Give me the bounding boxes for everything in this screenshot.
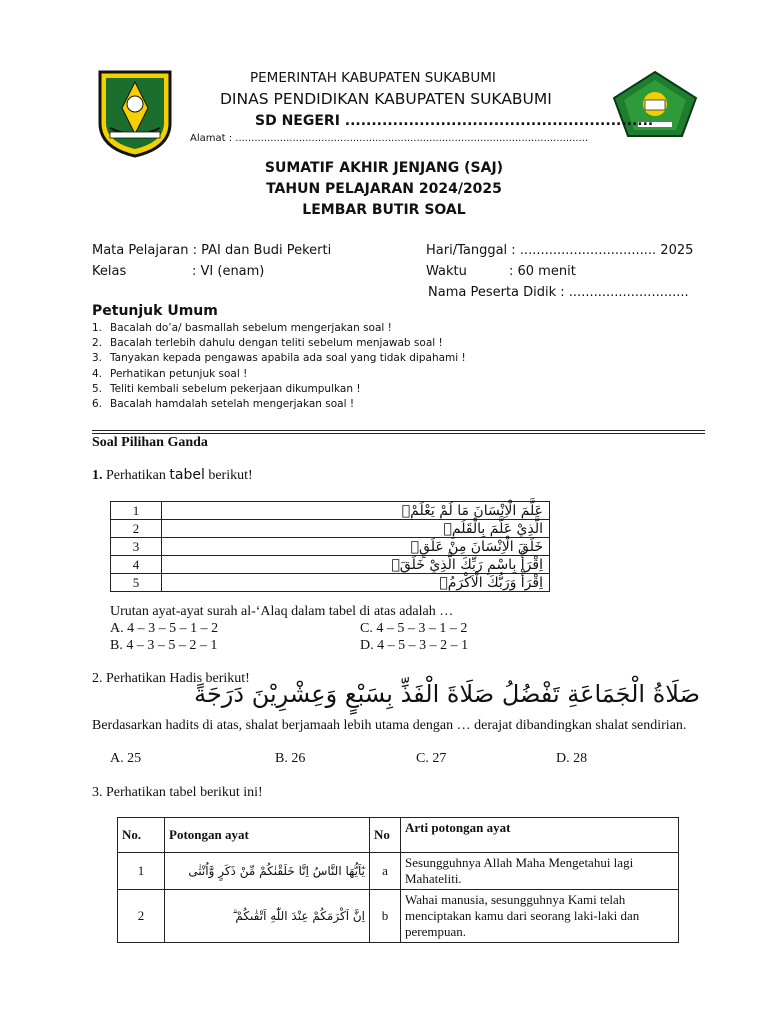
- q1-option-a[interactable]: A. 4 – 3 – 5 – 1 – 2: [110, 621, 219, 636]
- header-line-3: [255, 113, 653, 129]
- q2-option-d[interactable]: D. 28: [556, 751, 588, 766]
- header-line-4: Alamat : ...............................................................................................................: [190, 133, 589, 144]
- list-item: 6. Bacalah hamdalah setelah mengerjakan soal !: [92, 398, 355, 411]
- q3-prompt: 3. Perhatikan tabel berikut ini!: [92, 785, 263, 800]
- q2-option-b[interactable]: B. 26: [275, 751, 306, 766]
- divider: [92, 433, 705, 434]
- petunjuk-heading: Petunjuk Umum: [92, 303, 218, 319]
- header-line-1: PEMERINTAH KABUPATEN SUKABUMI: [250, 70, 496, 86]
- table-row: 3 خَلَقَ الْاِنْسَانَ مِنْ عَلَقٍۚ: [111, 538, 550, 556]
- nama-peserta: Nama Peserta Didik : .............................: [428, 285, 689, 300]
- table-row: 5 اِقْرَأْ وَرَبُّكَ الْاَكْرَمُۙ: [111, 574, 550, 592]
- table-row: [118, 818, 679, 853]
- q1-option-b[interactable]: B. 4 – 3 – 5 – 2 – 1: [110, 638, 218, 653]
- q3-table: [117, 817, 679, 943]
- col-header: Arti potongan ayat: [401, 818, 679, 853]
- table-row: 1 عَلَّمَ الْاِنْسَانَ مَا لَمْ يَعْلَمْۗ: [111, 502, 550, 520]
- table-row: 4 اِقْرَأْ بِاسْمِ رَبِّكَ الَّذِيْ خَلَقَۚ: [111, 556, 550, 574]
- list-item: 4. Perhatikan petunjuk soal !: [92, 367, 248, 380]
- q1-table: [110, 501, 550, 592]
- kelas-value: : VI (enam): [192, 264, 265, 279]
- table-row: 2 الَّذِيْ عَلَّمَ بِالْقَلَمِۙ: [111, 520, 550, 538]
- title-line-2: TAHUN PELAJARAN 2024/2025: [266, 181, 502, 197]
- petunjuk-list: [92, 321, 466, 412]
- q1-question: Urutan ayat-ayat surah al-‘Alaq dalam tabel di atas adalah …: [110, 604, 454, 619]
- q2-question: Berdasarkan hadits di atas, shalat berjamaah lebih utama dengan … derajat dibandingkan shalat sendirian.: [92, 718, 687, 733]
- list-item: 2. Bacalah terlebih dahulu dengan teliti sebelum menjawab soal !: [92, 337, 443, 350]
- col-header: Potongan ayat: [165, 818, 370, 853]
- header-line-2: DINAS PENDIDIKAN KABUPATEN SUKABUMI: [220, 90, 552, 108]
- section-title: Soal Pilihan Ganda: [92, 435, 208, 450]
- q2-option-c[interactable]: C. 27: [416, 751, 447, 766]
- kabupaten-logo: [96, 68, 174, 158]
- list-item: 1. Bacalah do’a/ basmallah sebelum mengerjakan soal !: [92, 322, 392, 334]
- hari-tanggal: Hari/Tanggal : ................................. 2025: [426, 243, 694, 258]
- divider: [92, 430, 705, 431]
- waktu-value: : 60 menit: [509, 264, 576, 279]
- col-header: No.: [118, 818, 165, 853]
- title-line-1: SUMATIF AKHIR JENJANG (SAJ): [264, 160, 504, 176]
- q1-prompt: 1. Perhatikan tabel berikut!: [92, 467, 253, 483]
- list-item: 3. Tanyakan kepada pengawas apabila ada soal yang tidak dipahami !: [92, 352, 466, 365]
- q1-option-d[interactable]: D. 4 – 5 – 3 – 2 – 1: [360, 638, 469, 653]
- table-row: 1 يٰٓاَيُّهَا النَّاسُ اِنَّا خَلَقْنٰكُمْ مِّنْ ذَكَرٍ وَّاُنْثٰى a Sesungguhnya Allah Maha Mengetahui lagi Mahateliti.: [118, 853, 679, 890]
- header-line-3-text: SD NEGERI ..........................................................: [255, 113, 654, 129]
- kelas-label: Kelas: [92, 264, 127, 279]
- q1-option-c[interactable]: C. 4 – 5 – 3 – 1 – 2: [360, 621, 468, 636]
- title-line-3: LEMBAR BUTIR SOAL: [302, 202, 466, 218]
- table-row: 2 اِنَّ اَكْرَمَكُمْ عِنْدَ اللّٰهِ اَتْقٰىكُمْ ۗ b Wahai manusia, sesungguhnya Kami telah menciptakan kamu dari seorang laki-laki dan perempuan.: [118, 890, 679, 943]
- list-item: 5. Teliti kembali sebelum pekerjaan dikumpulkan !: [92, 382, 361, 395]
- q2-option-a[interactable]: A. 25: [110, 751, 142, 766]
- waktu-label: Waktu: [426, 264, 467, 279]
- mapel-label: Mata Pelajaran : PAI dan Budi Pekerti: [92, 243, 332, 258]
- col-header: No: [370, 818, 401, 853]
- q2-prompt: 2. Perhatikan Hadis berikut!: [92, 671, 250, 686]
- q2-hadith-arabic: صَلَاةُ الْجَمَاعَةِ تَفْضُلُ صَلَاةَ الْفَذِّ بِسَبْعٍ وَعِشْرِيْنَ دَرَجَةً: [194, 680, 700, 708]
